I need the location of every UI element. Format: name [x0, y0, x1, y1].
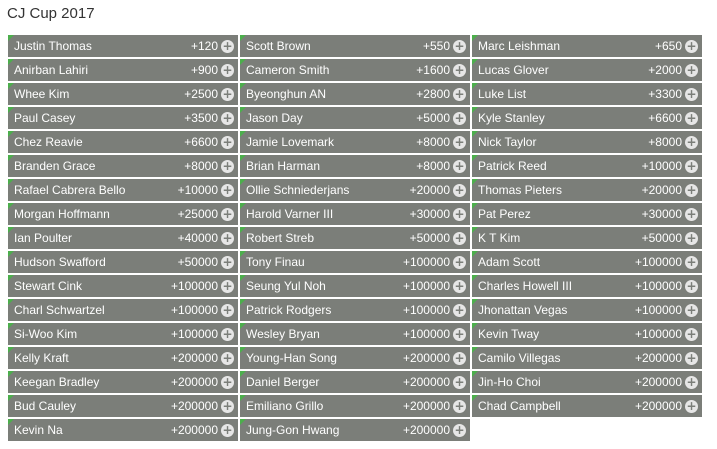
- plus-circle-icon[interactable]: +: [222, 206, 233, 221]
- plus-circle-icon[interactable]: +: [222, 422, 233, 437]
- selection-cell[interactable]: [8, 59, 238, 81]
- plus-circle-icon[interactable]: +: [454, 38, 465, 53]
- odds-value: +100000: [634, 255, 682, 269]
- player-name: Charles Howell III: [478, 279, 573, 293]
- selection-cell[interactable]: [472, 323, 702, 345]
- plus-circle-icon[interactable]: +: [222, 254, 233, 269]
- selection-cell[interactable]: [240, 251, 470, 273]
- plus-circle-icon[interactable]: +: [686, 182, 697, 197]
- plus-circle-icon[interactable]: +: [222, 158, 233, 173]
- selection-cell[interactable]: [8, 371, 238, 393]
- plus-circle-icon[interactable]: +: [454, 350, 465, 365]
- odds-value: +30000: [409, 207, 450, 221]
- selection-cell[interactable]: [472, 179, 702, 201]
- selection-cell[interactable]: [8, 107, 238, 129]
- player-name: Pat Perez: [478, 207, 531, 221]
- plus-circle-icon[interactable]: +: [222, 182, 233, 197]
- player-name: Jin-Ho Choi: [478, 375, 541, 389]
- player-name: Morgan Hoffmann: [14, 207, 110, 221]
- odds-value: +100000: [634, 327, 682, 341]
- odds-value: +50000: [409, 231, 450, 245]
- player-name: Brian Harman: [246, 159, 321, 173]
- plus-circle-icon[interactable]: +: [686, 278, 697, 293]
- selection-cell[interactable]: [8, 419, 238, 441]
- plus-circle-icon[interactable]: +: [686, 374, 697, 389]
- odds-value: +100000: [634, 303, 682, 317]
- player-name: Chez Reavie: [14, 135, 83, 149]
- odds-value: +8000: [184, 159, 218, 173]
- odds-value: +10000: [177, 183, 218, 197]
- player-name: Justin Thomas: [14, 39, 92, 53]
- selection-cell[interactable]: [240, 203, 470, 225]
- selection-cell[interactable]: [8, 155, 238, 177]
- plus-circle-icon[interactable]: +: [222, 374, 233, 389]
- selection-cell[interactable]: [240, 347, 470, 369]
- odds-value: +120: [190, 39, 218, 53]
- player-name: Jason Day: [246, 111, 303, 125]
- odds-value: +10000: [641, 159, 682, 173]
- odds-value: +550: [422, 39, 450, 53]
- plus-circle-icon[interactable]: +: [222, 278, 233, 293]
- player-name: Wesley Bryan: [246, 327, 320, 341]
- selection-cell[interactable]: [472, 371, 702, 393]
- odds-value: +100000: [170, 279, 218, 293]
- selection-cell[interactable]: [472, 59, 702, 81]
- selection-cell[interactable]: [8, 395, 238, 417]
- selection-cell[interactable]: [472, 107, 702, 129]
- selection-cell[interactable]: [472, 35, 702, 57]
- odds-value: +200000: [634, 375, 682, 389]
- plus-circle-icon[interactable]: +: [222, 134, 233, 149]
- player-name: Jung-Gon Hwang: [246, 423, 340, 437]
- player-name: Scott Brown: [246, 39, 311, 53]
- odds-value: +200000: [402, 375, 450, 389]
- odds-value: +200000: [402, 423, 450, 437]
- selection-cell[interactable]: [240, 419, 470, 441]
- page-title: CJ Cup 2017: [7, 5, 95, 22]
- selection-cell[interactable]: [472, 251, 702, 273]
- plus-circle-icon[interactable]: +: [454, 254, 465, 269]
- odds-value: +100000: [170, 303, 218, 317]
- plus-circle-icon[interactable]: +: [686, 110, 697, 125]
- selection-cell[interactable]: [472, 155, 702, 177]
- player-name: Kevin Tway: [478, 327, 540, 341]
- player-name: Chad Campbell: [478, 399, 561, 413]
- plus-circle-icon[interactable]: +: [222, 62, 233, 77]
- selection-cell[interactable]: [240, 275, 470, 297]
- odds-value: +50000: [641, 231, 682, 245]
- player-name: Charl Schwartzel: [14, 303, 105, 317]
- odds-value: +200000: [170, 351, 218, 365]
- odds-value: +200000: [402, 399, 450, 413]
- selection-cell[interactable]: [8, 323, 238, 345]
- plus-circle-icon[interactable]: +: [454, 230, 465, 245]
- odds-value: +8000: [416, 135, 450, 149]
- odds-value: +20000: [641, 183, 682, 197]
- player-name: Young-Han Song: [246, 351, 337, 365]
- selection-cell[interactable]: [472, 299, 702, 321]
- odds-value: +5000: [416, 111, 450, 125]
- selection-cell[interactable]: [472, 395, 702, 417]
- player-name: Seung Yul Noh: [246, 279, 326, 293]
- odds-value: +200000: [170, 375, 218, 389]
- odds-value: +650: [654, 39, 682, 53]
- player-name: Kevin Na: [14, 423, 63, 437]
- odds-value: +900: [190, 63, 218, 77]
- odds-value: +200000: [170, 423, 218, 437]
- selection-cell[interactable]: [8, 347, 238, 369]
- odds-value: +100000: [402, 303, 450, 317]
- plus-circle-icon[interactable]: +: [454, 374, 465, 389]
- odds-value: +2500: [184, 87, 218, 101]
- player-name: Luke List: [478, 87, 527, 101]
- plus-circle-icon[interactable]: +: [686, 230, 697, 245]
- player-name: Anirban Lahiri: [14, 63, 89, 77]
- odds-value: +200000: [170, 399, 218, 413]
- player-name: Rafael Cabrera Bello: [14, 183, 126, 197]
- plus-circle-icon[interactable]: +: [222, 326, 233, 341]
- player-name: Si-Woo Kim: [14, 327, 78, 341]
- odds-value: +100000: [170, 327, 218, 341]
- player-name: Harold Varner III: [246, 207, 334, 221]
- plus-circle-icon[interactable]: +: [454, 86, 465, 101]
- selection-cell[interactable]: [240, 83, 470, 105]
- selection-cell[interactable]: [8, 131, 238, 153]
- odds-value: +3500: [184, 111, 218, 125]
- player-name: Tony Finau: [246, 255, 305, 269]
- odds-value: +40000: [177, 231, 218, 245]
- odds-value: +50000: [177, 255, 218, 269]
- player-name: Jhonattan Vegas: [478, 303, 568, 317]
- selection-cell[interactable]: [240, 395, 470, 417]
- plus-circle-icon[interactable]: +: [222, 110, 233, 125]
- plus-circle-icon[interactable]: +: [686, 134, 697, 149]
- plus-circle-icon[interactable]: +: [222, 398, 233, 413]
- plus-circle-icon[interactable]: +: [222, 350, 233, 365]
- plus-circle-icon[interactable]: +: [686, 254, 697, 269]
- odds-value: +100000: [634, 279, 682, 293]
- plus-circle-icon[interactable]: +: [454, 62, 465, 77]
- player-name: Camilo Villegas: [478, 351, 561, 365]
- plus-circle-icon[interactable]: +: [222, 302, 233, 317]
- plus-circle-icon[interactable]: +: [686, 38, 697, 53]
- selection-cell[interactable]: [240, 323, 470, 345]
- player-name: Marc Leishman: [478, 39, 561, 53]
- odds-value: +6600: [184, 135, 218, 149]
- odds-value: +30000: [641, 207, 682, 221]
- selection-cell[interactable]: [240, 155, 470, 177]
- plus-circle-icon[interactable]: +: [686, 326, 697, 341]
- player-name: Thomas Pieters: [478, 183, 563, 197]
- odds-value: +8000: [648, 135, 682, 149]
- selection-cell[interactable]: [8, 299, 238, 321]
- odds-value: +25000: [177, 207, 218, 221]
- plus-circle-icon[interactable]: +: [454, 158, 465, 173]
- odds-value: +100000: [402, 279, 450, 293]
- odds-grid: [8, 35, 702, 441]
- player-name: Paul Casey: [14, 111, 76, 125]
- player-name: Branden Grace: [14, 159, 96, 173]
- player-name: Bud Cauley: [14, 399, 77, 413]
- player-name: Kyle Stanley: [478, 111, 545, 125]
- player-name: Patrick Reed: [478, 159, 547, 173]
- selection-cell[interactable]: [472, 131, 702, 153]
- selection-cell[interactable]: [8, 35, 238, 57]
- odds-value: +2800: [416, 87, 450, 101]
- selection-cell[interactable]: [472, 227, 702, 249]
- odds-value: +100000: [402, 327, 450, 341]
- selection-cell[interactable]: [240, 107, 470, 129]
- odds-value: +200000: [634, 351, 682, 365]
- plus-circle-icon[interactable]: +: [686, 398, 697, 413]
- plus-circle-icon[interactable]: +: [686, 350, 697, 365]
- selection-cell[interactable]: [8, 83, 238, 105]
- selection-cell[interactable]: [8, 179, 238, 201]
- odds-value: +100000: [402, 255, 450, 269]
- plus-circle-icon[interactable]: +: [454, 422, 465, 437]
- plus-circle-icon[interactable]: +: [686, 86, 697, 101]
- plus-circle-icon[interactable]: +: [454, 326, 465, 341]
- selection-cell[interactable]: [8, 227, 238, 249]
- player-name: Patrick Rodgers: [246, 303, 332, 317]
- player-name: Robert Streb: [246, 231, 315, 245]
- player-name: Lucas Glover: [478, 63, 549, 77]
- player-name: Stewart Cink: [14, 279, 83, 293]
- plus-circle-icon[interactable]: +: [454, 134, 465, 149]
- odds-value: +2000: [648, 63, 682, 77]
- player-name: Cameron Smith: [246, 63, 330, 77]
- selection-cell[interactable]: [240, 35, 470, 57]
- selection-cell[interactable]: [240, 131, 470, 153]
- plus-circle-icon[interactable]: +: [686, 302, 697, 317]
- player-name: Ian Poulter: [14, 231, 73, 245]
- player-name: Keegan Bradley: [14, 375, 100, 389]
- plus-circle-icon[interactable]: +: [454, 278, 465, 293]
- odds-value: +3300: [648, 87, 682, 101]
- plus-circle-icon[interactable]: +: [454, 206, 465, 221]
- selection-cell[interactable]: [240, 59, 470, 81]
- plus-circle-icon[interactable]: +: [686, 206, 697, 221]
- player-name: Daniel Berger: [246, 375, 320, 389]
- selection-cell[interactable]: [8, 203, 238, 225]
- selection-cell[interactable]: [240, 227, 470, 249]
- plus-circle-icon[interactable]: +: [222, 38, 233, 53]
- plus-circle-icon[interactable]: +: [454, 302, 465, 317]
- odds-value: +200000: [634, 399, 682, 413]
- player-name: Jamie Lovemark: [246, 135, 335, 149]
- plus-circle-icon[interactable]: +: [222, 230, 233, 245]
- plus-circle-icon[interactable]: +: [454, 110, 465, 125]
- selection-cell[interactable]: [240, 299, 470, 321]
- player-name: Whee Kim: [14, 87, 70, 101]
- plus-circle-icon[interactable]: +: [686, 158, 697, 173]
- odds-value: +1600: [416, 63, 450, 77]
- selection-cell[interactable]: [472, 83, 702, 105]
- selection-cell[interactable]: [240, 179, 470, 201]
- player-name: Hudson Swafford: [14, 255, 106, 269]
- player-name: Kelly Kraft: [14, 351, 69, 365]
- player-name: Nick Taylor: [478, 135, 537, 149]
- odds-value: +200000: [402, 351, 450, 365]
- plus-circle-icon[interactable]: +: [222, 86, 233, 101]
- player-name: K T Kim: [478, 231, 521, 245]
- odds-value: +8000: [416, 159, 450, 173]
- selection-cell[interactable]: [8, 275, 238, 297]
- plus-circle-icon[interactable]: +: [686, 62, 697, 77]
- odds-value: +20000: [409, 183, 450, 197]
- odds-value: +6600: [648, 111, 682, 125]
- player-name: Ollie Schniederjans: [246, 183, 350, 197]
- selection-cell[interactable]: [472, 203, 702, 225]
- plus-circle-icon[interactable]: +: [454, 182, 465, 197]
- selection-cell[interactable]: [240, 371, 470, 393]
- selection-cell[interactable]: [472, 275, 702, 297]
- player-name: Adam Scott: [478, 255, 541, 269]
- player-name: Byeonghun AN: [246, 87, 327, 101]
- selection-cell[interactable]: [8, 251, 238, 273]
- plus-circle-icon[interactable]: +: [454, 398, 465, 413]
- player-name: Emiliano Grillo: [246, 399, 324, 413]
- selection-cell[interactable]: [472, 347, 702, 369]
